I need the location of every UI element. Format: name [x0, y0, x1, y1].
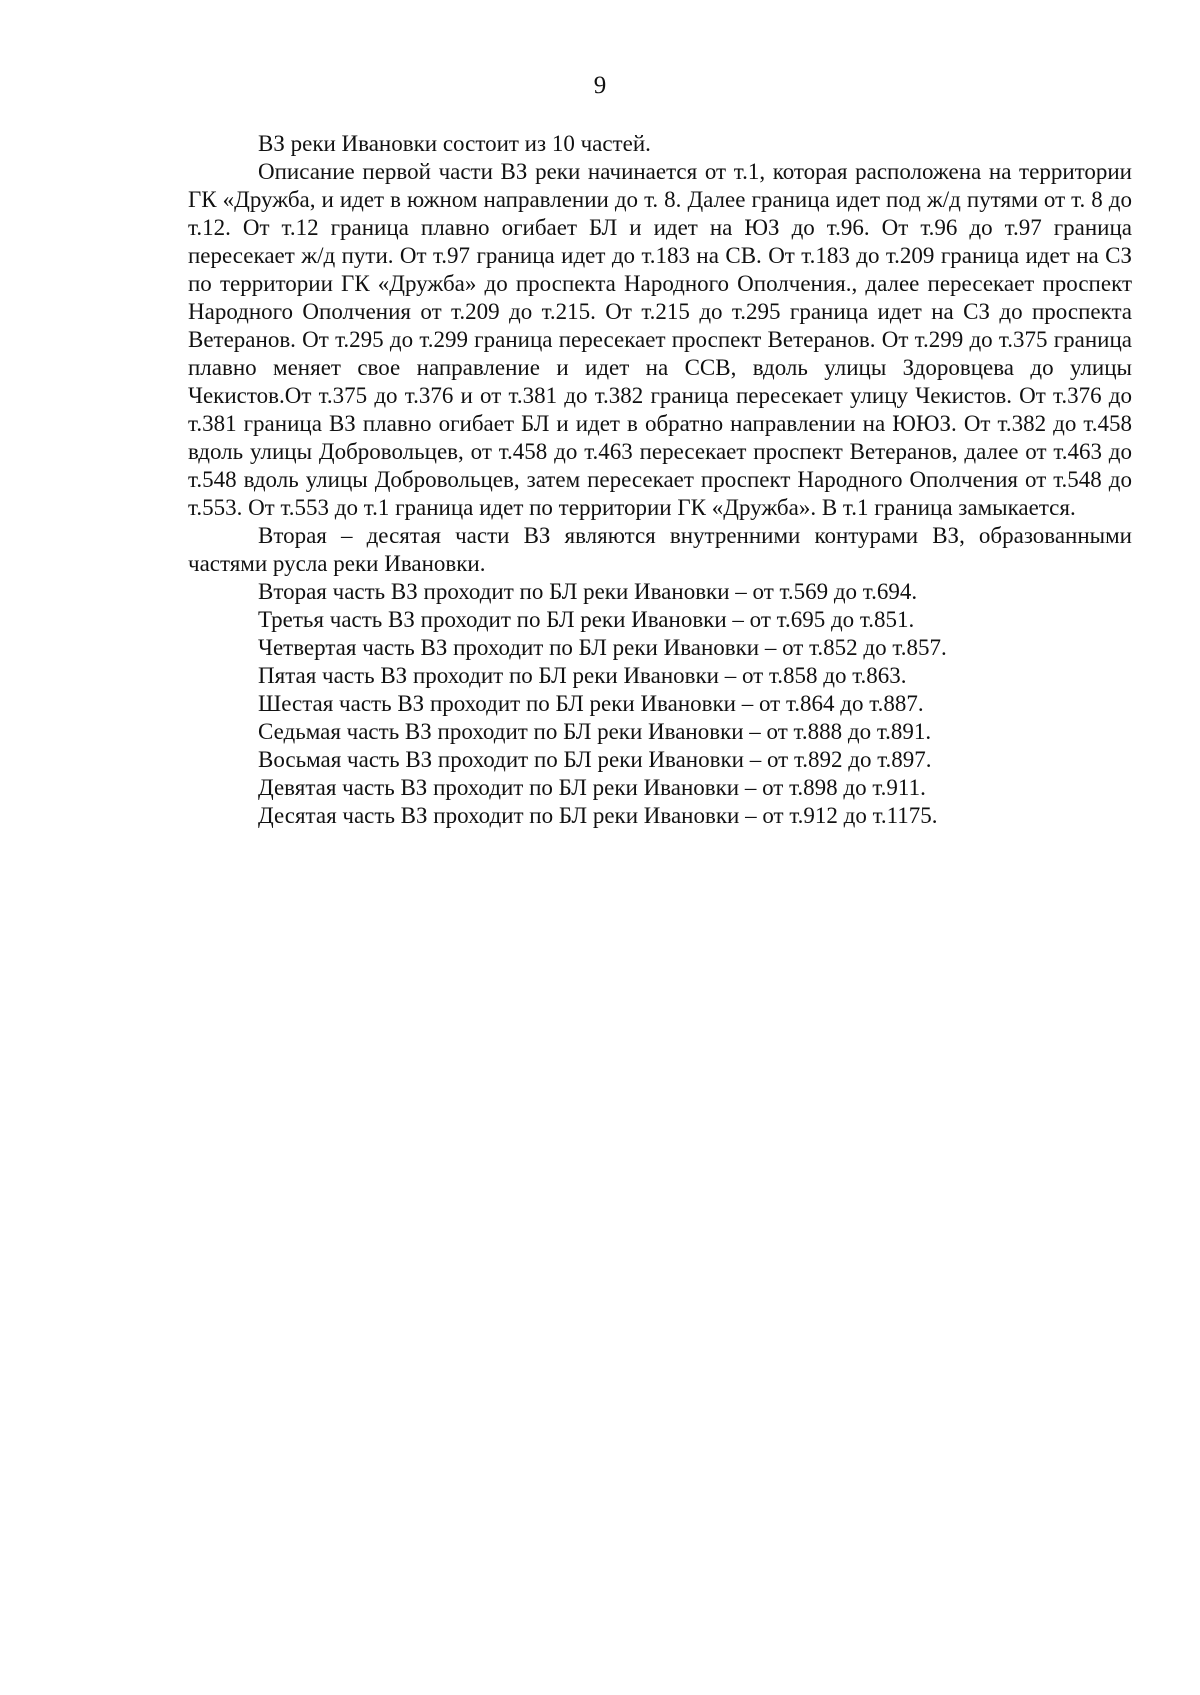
part-line-2: Вторая часть ВЗ проходит по БЛ реки Ивановки – от т.569 до т.694.	[258, 579, 918, 604]
paragraph-first-part-description: Описание первой части ВЗ реки начинается от т.1, которая расположена на территории ГК «Дружба, и идет в южном направлении до т. 8. Далее граница идет под ж/д путями от т. 8 до т.12. От т.12 граница плавно огибает БЛ и идет на ЮЗ до т.96. От т.96 до т.97 граница пересекает ж/д пути. От т.97 граница идет до т.183 на СВ. От т.183 до т.209 граница идет на СЗ по территории ГК «Дружба» до проспекта Народного Ополчения., далее пересекает проспект Народного Ополчения от т.209 до т.215. От т.215 до т.295 граница идет на СЗ до проспекта Ветеранов. От т.295 до т.299 граница пересекает проспект Ветеранов. От т.299 до т.375 граница плавно меняет свое направление и идет на ССВ, вдоль улицы Здоровцева до улицы Чекистов.От т.375 до т.376 и от т.381 до т.382 граница пересекает улицу Чекистов. От т.376 до т.381 граница ВЗ плавно огибает БЛ и идет в обратно направлении на ЮЮЗ. От т.382 до т.458 вдоль улицы Добровольцев, от т.458 до т.463 пересекает проспект Ветеранов, далее от т.463 до т.548 вдоль улицы Добровольцев, затем пересекает проспект Народного Ополчения от т.548 до т.553. От т.553 до т.1 граница идет по территории ГК «Дружба». В т.1 граница замыкается.	[188, 159, 1132, 520]
page-number: 9	[593, 72, 607, 99]
part-line-3: Третья часть ВЗ проходит по БЛ реки Ивановки – от т.695 до т.851.	[258, 607, 915, 632]
part-line-6: Шестая часть ВЗ проходит по БЛ реки Ивановки – от т.864 до т.887.	[258, 691, 924, 716]
part-line-9: Девятая часть ВЗ проходит по БЛ реки Ивановки – от т.898 до т.911.	[258, 775, 926, 800]
part-line-5: Пятая часть ВЗ проходит по БЛ реки Ивановки – от т.858 до т.863.	[258, 663, 907, 688]
part-line-8: Восьмая часть ВЗ проходит по БЛ реки Ивановки – от т.892 до т.897.	[258, 747, 932, 772]
part-line-10: Десятая часть ВЗ проходит по БЛ реки Ивановки – от т.912 до т.1175.	[258, 803, 938, 828]
part-line-4: Четвертая часть ВЗ проходит по БЛ реки Ивановки – от т.852 до т.857.	[258, 635, 947, 660]
paragraph-inner-contours: Вторая – десятая части ВЗ являются внутренними контурами ВЗ, образованными частями русла реки Ивановки.	[188, 523, 1132, 576]
document-body	[188, 130, 1132, 830]
paragraph-intro: ВЗ реки Ивановки состоит из 10 частей.	[258, 131, 651, 156]
part-line-7: Седьмая часть ВЗ проходит по БЛ реки Ивановки – от т.888 до т.891.	[258, 719, 932, 744]
